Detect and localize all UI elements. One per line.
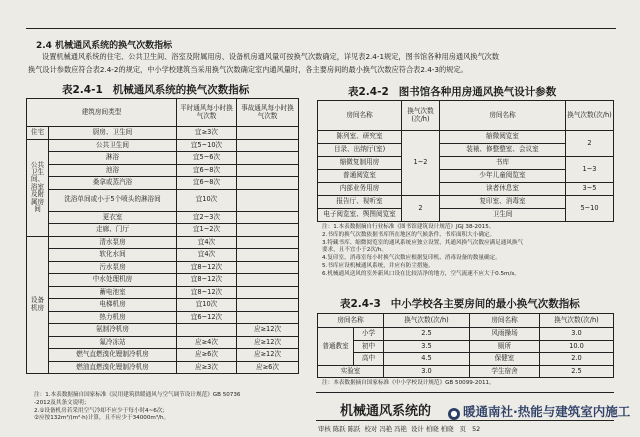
label-review: 审核	[318, 425, 331, 433]
intro-line-2: 换气设计参数应符合表2.4-2的规定，中小学校建筑当采用换气次数确定室内通风量时，各主要房间的最小换气次数应符合表2.4-3的规定。	[28, 65, 468, 74]
t1-row-name: 电梯机房	[49, 299, 177, 312]
t1-row-emergency	[237, 236, 299, 249]
t2-note: 要求，且不宜小于2次/h。	[322, 247, 387, 254]
t3-header-room2: 房间名称	[470, 314, 540, 328]
t1-row-emergency	[237, 261, 299, 274]
t2-note: 3.特藏书库、缩微阅览室的通风系统应独立设置，其通风换气次数应满足通风换气	[322, 239, 524, 246]
t1-row-normal: 宜4次	[177, 249, 237, 262]
t2-note: 5.书库应设机械通风系统，并应有防尘措施。	[322, 263, 434, 270]
title-block-rule	[316, 392, 614, 393]
t1-group-equipment: 设备机房	[27, 236, 49, 374]
t1-header-emergency: 事故通风每小时换气次数	[237, 99, 299, 127]
designer: 柏晓	[425, 425, 439, 433]
t3-right-val: 10.0	[540, 340, 614, 353]
t1-row-normal: 宜5~6次	[177, 152, 237, 165]
t1-row-normal	[177, 324, 237, 337]
top-rule	[26, 28, 616, 29]
t2-right-value: 5~10	[566, 196, 614, 222]
table1-title-text: 机械通风系统的换气次数指标	[112, 84, 250, 96]
page-number: 52	[472, 425, 481, 433]
t1-group-public: 公共卫生间、浴室及附属房间	[27, 139, 49, 236]
t1-row-emergency	[237, 286, 299, 299]
t3-right-room: 学生宿舍	[470, 365, 540, 378]
table2-title-text: 图书馆各种用房通风换气设计参数	[398, 86, 557, 98]
label-check: 校对	[364, 425, 378, 433]
table3-title	[340, 296, 580, 311]
t2-left-value: 1~2	[402, 131, 440, 196]
t1-row-emergency: 应≥6次	[237, 361, 299, 374]
t2-right-room: 少年儿童阅览室	[440, 170, 566, 183]
t1-row-normal: 应≥4次	[177, 336, 237, 349]
t1-row-name: 燃油直燃溴化锂制冷机房	[49, 361, 177, 374]
t3-lab: 实验室	[318, 365, 384, 378]
t2-note: 6.机械通风送风的室外新风口设在比较洁净的地方，空气流速不应大于0.5m/s。	[322, 270, 520, 277]
t1-row-emergency: 应≥12次	[237, 349, 299, 362]
t3-val: 3.5	[384, 340, 470, 353]
t2-left-room: 电子阅览室、舆图阅览室	[318, 209, 402, 222]
t3-val: 2.5	[384, 328, 470, 341]
reviewer-signature: 陈跃	[347, 425, 361, 433]
t1-row-emergency	[237, 127, 299, 140]
t1-row-emergency	[237, 177, 299, 190]
t2-right-room: 缩微阅览室	[440, 131, 566, 144]
t3-right-val: 2.0	[540, 353, 614, 366]
t3-val: 4.5	[384, 353, 470, 366]
t2-note: 注：1.本表数据摘自行业标准《图书馆建筑设计规范》JGJ 38-2015。	[322, 224, 495, 230]
t1-row-emergency	[237, 249, 299, 262]
t2-left-room: 内部业务用房	[318, 183, 402, 196]
t1-note: 2.①设备机房若采用空气冷却不应少于每小时4~6次；	[34, 407, 169, 414]
t1-row-normal: 宜2~3次	[177, 211, 237, 224]
t3-right-val: 3.0	[540, 328, 614, 341]
t1-row-emergency	[237, 274, 299, 287]
t1-row-normal: 宜≥3次	[177, 127, 237, 140]
t1-row-name: 桑拿或蒸汽浴	[49, 177, 177, 190]
t2-header-rate2: 换气次数(次/h)	[566, 101, 614, 131]
bottom-title: 机械通风系统的	[340, 404, 432, 419]
t2-left-room: 缩微复制用房	[318, 157, 402, 170]
t3-header-room: 房间名称	[318, 314, 384, 328]
t1-row-normal: 宜4次	[177, 236, 237, 249]
t3-header-rate2: 换气次数(次/h)	[540, 314, 614, 328]
t1-row-normal: 应≥6次	[177, 349, 237, 362]
reviewer: 陈跃	[332, 425, 346, 433]
t3-classroom-group: 普通教室	[318, 328, 354, 366]
title-block-rule-2	[316, 420, 614, 421]
t3-sub: 高中	[354, 353, 384, 366]
t1-row-name: 软化水间	[49, 249, 177, 262]
t1-row-normal: 宜10次	[177, 189, 237, 211]
t3-right-room: 保健室	[470, 353, 540, 366]
t1-row-name: 更衣室	[49, 211, 177, 224]
t2-right-room: 卫生间	[440, 209, 566, 222]
t2-left-room: 目录、出纳厅(室)	[318, 144, 402, 157]
t1-row-normal: 宜6~8次	[177, 164, 237, 177]
t2-right-value: 2	[566, 131, 614, 157]
t2-note: 2.书库的换气次数依据书库所在地区的气候条件、书库面积大小确定。	[322, 231, 496, 238]
t1-note: -2012及其条文说明；	[34, 399, 90, 406]
t1-row-name: 蓄电池室	[49, 286, 177, 299]
t1-row-name: 燃气直燃溴化锂制冷机房	[49, 349, 177, 362]
t1-row-normal: 宜6~12次	[177, 311, 237, 324]
t1-group-residence: 住宅	[27, 127, 49, 140]
t1-row-normal: 应≥3次	[177, 361, 237, 374]
t1-row-name: 走廊、门厅	[49, 224, 177, 237]
t1-row-name: 中水处理机房	[49, 274, 177, 287]
checker-signature: 冯艳	[394, 425, 407, 433]
t1-row-emergency	[237, 211, 299, 224]
t1-row-normal: 宜8~12次	[177, 286, 237, 299]
t1-row-emergency	[237, 139, 299, 152]
t1-row-emergency	[237, 152, 299, 165]
t1-row-normal: 宜6~8次	[177, 177, 237, 190]
table2	[317, 100, 614, 222]
t1-row-name: 厨房、卫生间	[49, 127, 177, 140]
t1-row-name: 氨制冷机房	[49, 324, 177, 337]
t2-left-room: 普通阅览室	[318, 170, 402, 183]
table2-number: 表2.4-2	[348, 86, 389, 98]
t1-row-name: 热力机房	[49, 311, 177, 324]
t1-note: 注：1.本表数据摘自国家标准《民用建筑供暖通风与空气调节设计规范》GB 50736	[34, 392, 241, 398]
t2-left-room: 报告厅、视听室	[318, 196, 402, 209]
t2-note: 4.复印室，消毒室每小时换气次数应根据复印机、消毒设备的数量确定。	[322, 255, 501, 262]
t2-right-room: 装裱、修整整室、会议室	[440, 144, 566, 157]
label-design: 设计	[411, 425, 424, 433]
watermark-text: 暖通南社·热能与建筑室内施工	[463, 404, 631, 419]
t1-row-normal: 宜10次	[177, 299, 237, 312]
intro-line-1: 设置机械通风系统的住宅、公共卫生间、浴室及附属用房、设备机房通风量可按换气次数确定，详见表2.4-1规定，图书馆各种用房通风换气次数	[42, 52, 500, 61]
table2-notes	[322, 224, 523, 279]
t2-header-rate: 换气次数(次/h)	[402, 101, 440, 131]
t1-row-emergency	[237, 164, 299, 177]
t1-row-emergency	[237, 224, 299, 237]
t1-row-name: 清水泵房	[49, 236, 177, 249]
t1-row-normal: 宜8~12次	[177, 261, 237, 274]
t2-right-room: 复印室、消毒室	[440, 196, 566, 209]
t2-right-room: 书库	[440, 157, 566, 170]
t1-note: ②应按132m³/(m²·h)计算，且不应少于34000m³/h。	[34, 415, 170, 422]
t1-row-emergency	[237, 311, 299, 324]
t3-lab-val: 3.0	[384, 365, 470, 378]
t3-sub: 初中	[354, 340, 384, 353]
title-block-row	[318, 424, 480, 433]
t1-row-name: 氟冷冻站	[49, 336, 177, 349]
table1-notes	[34, 392, 241, 423]
t1-row-name: 洗浴单间或小于5个喷头的淋浴间	[49, 189, 177, 211]
table3-number: 表2.4-3	[340, 298, 381, 310]
t1-row-name: 公共卫生间	[49, 139, 177, 152]
section-heading: 2.4 机械通风系统的换气次数指标	[36, 41, 173, 51]
t3-right-room: 厕所	[470, 340, 540, 353]
t1-header-normal: 平时通风每小时换气次数	[177, 99, 237, 127]
table3	[317, 313, 614, 378]
t1-row-name: 淋浴	[49, 152, 177, 165]
label-page: 页	[459, 425, 466, 433]
table2-title	[348, 84, 556, 99]
t2-header-room2: 房间名称	[440, 101, 566, 131]
t1-row-name: 污水泵房	[49, 261, 177, 274]
t2-right-room: 读者休息室	[440, 183, 566, 196]
table3-note: 注：本表数据摘自国家标准《中小学校设计规范》GB 50099-2011。	[322, 380, 495, 386]
t1-row-normal: 宜5~10次	[177, 139, 237, 152]
t2-left-room: 陈列室、研究室	[318, 131, 402, 144]
t2-left-value: 2	[402, 196, 440, 222]
t1-row-emergency	[237, 189, 299, 211]
table1-title	[62, 82, 249, 97]
designer-signature: 柏晓	[440, 425, 454, 433]
table1-number: 表2.4-1	[62, 84, 103, 96]
watermark	[448, 402, 630, 420]
t1-row-emergency: 应≥12次	[237, 324, 299, 337]
t2-header-room: 房间名称	[318, 101, 402, 131]
wechat-icon: ●	[448, 408, 460, 420]
t2-right-value: 1~3	[566, 157, 614, 183]
t1-row-emergency: 应≥12次	[237, 336, 299, 349]
table3-title-text: 中小学校各主要房间的最小换气次数指标	[390, 298, 580, 310]
t1-row-normal: 宜8~12次	[177, 274, 237, 287]
t3-right-val: 2.5	[540, 365, 614, 378]
t1-row-normal: 宜1~2次	[177, 224, 237, 237]
t3-sub: 小学	[354, 328, 384, 341]
t3-header-rate: 换气次数(次/h)	[384, 314, 470, 328]
t1-header-type: 建筑房间类型	[27, 99, 177, 127]
table1	[26, 98, 299, 374]
t2-right-value: 3~5	[566, 183, 614, 196]
checker: 冯艳	[379, 425, 393, 433]
t1-row-emergency	[237, 299, 299, 312]
t1-row-name: 池浴	[49, 164, 177, 177]
t3-right-room: 风雨操场	[470, 328, 540, 341]
